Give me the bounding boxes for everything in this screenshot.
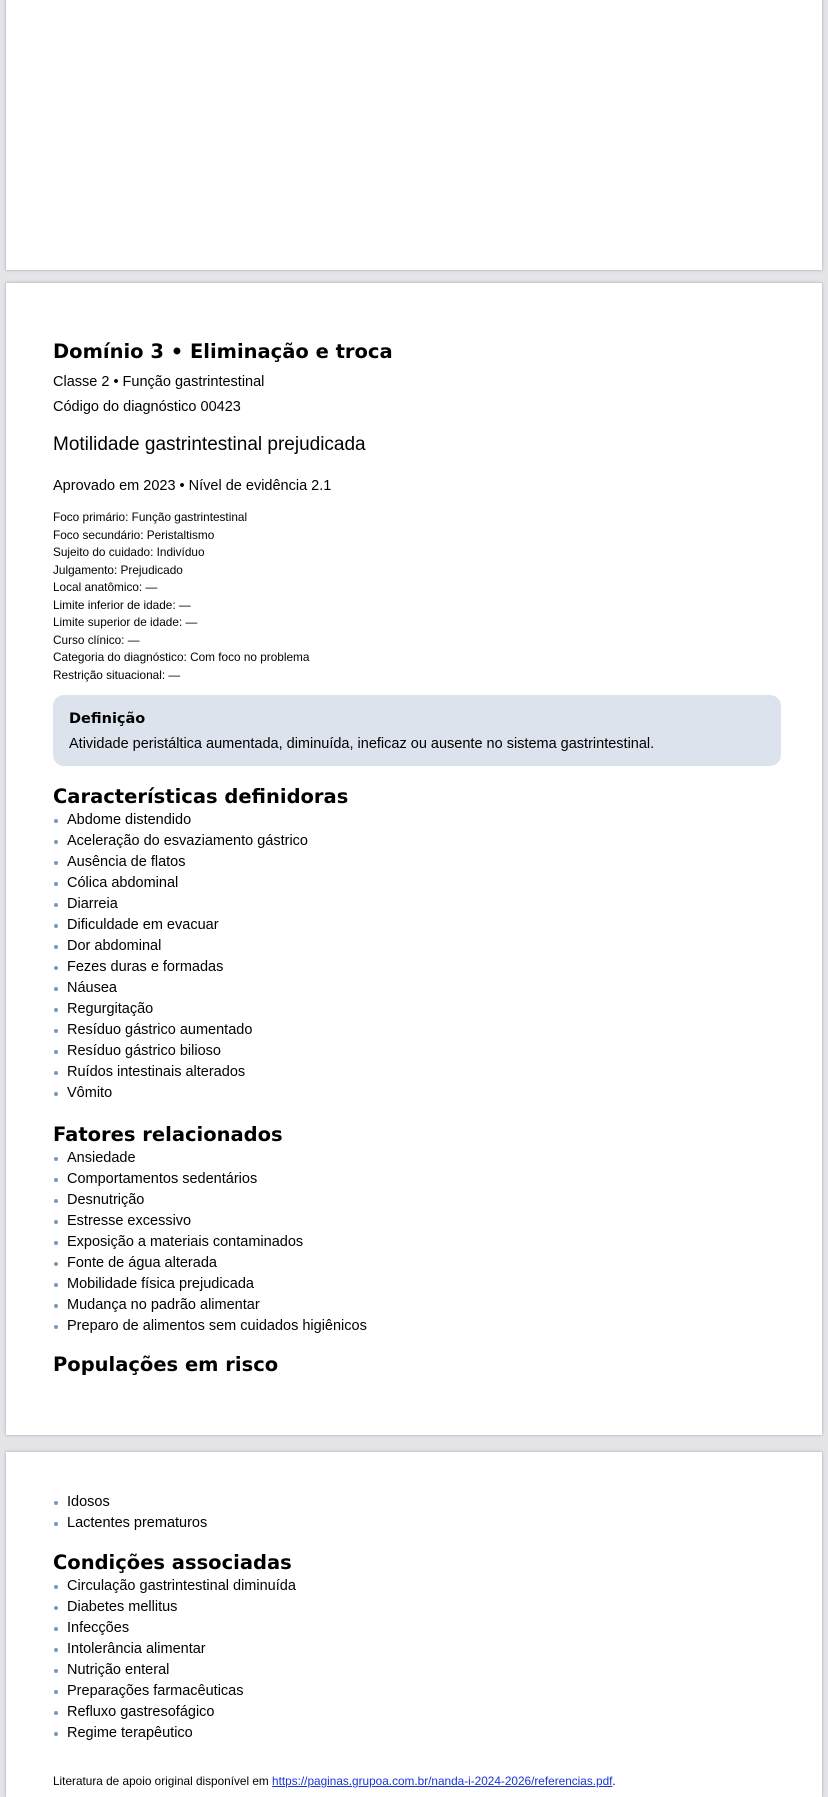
at-risk-populations-list [53,1492,207,1534]
references-note [53,1774,616,1788]
list-item: Ausência de flatos [53,852,308,873]
list-item: Desnutrição [53,1190,367,1211]
document-page-3 [6,1452,822,1797]
list-item: Idosos [53,1492,207,1513]
attribute-list [53,509,309,684]
list-item: Refluxo gastresofágico [53,1702,296,1723]
attribute-item: Limite superior de idade: — [53,615,198,629]
class-line: Classe 2 • Função gastrintestinal [53,374,265,390]
list-item: Circulação gastrintestinal diminuída [53,1576,296,1597]
attribute-item: Julgamento: Prejudicado [53,562,183,577]
list-item: Fezes duras e formadas [53,957,308,978]
list-item: Diabetes mellitus [53,1597,296,1618]
list-item: Fonte de água alterada [53,1253,367,1274]
attribute-item: Categoria do diagnóstico: Com foco no problema [53,650,310,664]
definition-text: Atividade peristáltica aumentada, diminuída, ineficaz ou ausente no sistema gastrintestinal. [69,736,655,752]
definition-title: Definição [69,711,146,727]
references-suffix: . [612,1774,616,1788]
list-item: Preparo de alimentos sem cuidados higiênicos [53,1316,367,1337]
list-item: Lactentes prematuros [53,1513,207,1534]
defining-characteristics-heading: Características definidoras [53,785,349,808]
approval-line: Aprovado em 2023 • Nível de evidência 2.1 [53,478,332,494]
defining-characteristics-list [53,810,308,1104]
list-item: Resíduo gástrico aumentado [53,1020,308,1041]
list-item: Preparações farmacêuticas [53,1681,296,1702]
diagnosis-code: Código do diagnóstico 00423 [53,399,241,415]
attribute-item: Sujeito do cuidado: Indivíduo [53,545,205,559]
list-item: Abdome distendido [53,810,308,831]
attribute-item: Curso clínico: — [53,632,140,647]
list-item: Resíduo gástrico bilioso [53,1041,308,1062]
attribute-item: Local anatômico: — [53,580,158,594]
attribute-item: Limite inferior de idade: — [53,597,191,612]
references-prefix: Literatura de apoio original disponível em [53,1774,273,1788]
list-item: Infecções [53,1618,296,1639]
related-factors-list [53,1148,367,1337]
list-item: Cólica abdominal [53,873,308,894]
definition-box [53,695,781,766]
list-item: Ansiedade [53,1148,367,1169]
list-item: Regurgitação [53,999,308,1020]
list-item: Vômito [53,1083,308,1104]
domain-title: Domínio 3 • Eliminação e troca [53,340,393,363]
list-item: Náusea [53,978,308,999]
document-page-1 [6,0,822,270]
list-item: Regime terapêutico [53,1723,296,1744]
list-item: Mudança no padrão alimentar [53,1295,367,1316]
list-item: Dor abdominal [53,936,308,957]
attribute-item: Foco secundário: Peristaltismo [53,527,215,542]
attribute-item: Foco primário: Função gastrintestinal [53,510,248,524]
attribute-item: Restrição situacional: — [53,667,181,682]
list-item: Diarreia [53,894,308,915]
associated-conditions-heading: Condições associadas [53,1551,292,1574]
list-item: Aceleração do esvaziamento gástrico [53,831,308,852]
list-item: Mobilidade física prejudicada [53,1274,367,1295]
references-link[interactable]: https://paginas.grupoa.com.br/nanda-i-2024-2026/referencias.pdf [272,1774,613,1788]
diagnosis-title: Motilidade gastrintestinal prejudicada [53,434,366,455]
list-item: Nutrição enteral [53,1660,296,1681]
list-item: Comportamentos sedentários [53,1169,367,1190]
list-item: Intolerância alimentar [53,1639,296,1660]
document-page-2 [6,283,822,1435]
at-risk-populations-heading: Populações em risco [53,1353,279,1376]
associated-conditions-list [53,1576,296,1744]
related-factors-heading: Fatores relacionados [53,1123,283,1146]
list-item: Estresse excessivo [53,1211,367,1232]
list-item: Dificuldade em evacuar [53,915,308,936]
list-item: Exposição a materiais contaminados [53,1232,367,1253]
list-item: Ruídos intestinais alterados [53,1062,308,1083]
